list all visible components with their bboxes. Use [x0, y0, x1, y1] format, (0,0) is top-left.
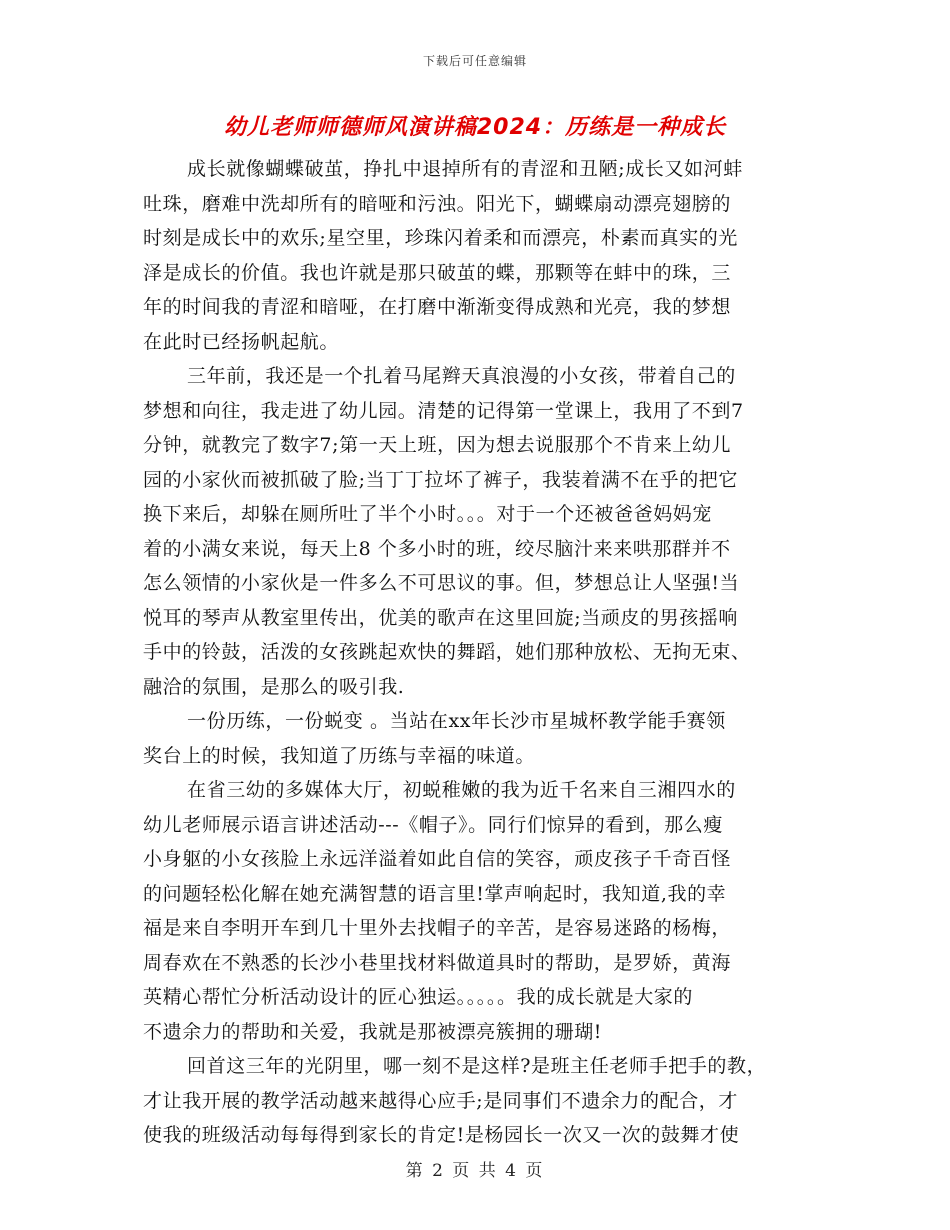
text-line: 成长就像蝴蝶破茧，挣扎中退掉所有的青涩和丑陋;成长又如河蚌	[187, 158, 743, 180]
text-line: 不遗余力的帮助和关爱，我就是那被漂亮簇拥的珊瑚!	[143, 1020, 603, 1043]
document-title: 幼儿老师师德师风演讲稿2024：历练是一种成长	[223, 115, 727, 140]
text-line: 年的时间我的青涩和暗哑，在打磨中渐渐变得成熟和光亮，我的梦想	[143, 296, 732, 318]
text-line: 在此时已经扬帆起航。	[143, 330, 340, 353]
text-line: 回首这三年的光阴里，哪一刻不是这样?是班主任老师手把手的教，	[187, 1055, 767, 1077]
text-line: 英精心帮忙分析活动设计的匠心独运。。。。。我的成长就是大家的	[143, 986, 694, 1008]
text-line: 三年前，我还是一个扎着马尾辫天真浪漫的小女孩，带着自己的	[187, 365, 736, 387]
text-line: 在省三幼的多媒体大厅，初蜕稚嫩的我为近千名来自三湘四水的	[187, 779, 736, 801]
text-line: 手中的铃鼓，活泼的女孩跳起欢快的舞蹈，她们那种放松、无拘无束、	[143, 641, 751, 663]
page-number: 第 2 页 共 4 页	[405, 1161, 545, 1181]
text-line: 悦耳的琴声从教室里传出，优美的歌声在这里回旋;当顽皮的男孩摇响	[143, 606, 739, 629]
text-line: 小身躯的小女孩脸上永远洋溢着如此自信的笑容，顽皮孩子千奇百怪	[143, 848, 732, 870]
header-note: 下载后可任意编辑	[422, 54, 527, 68]
text-line: 着的小满女来说，每天上8 个多小时的班，绞尽脑汁来来哄那群并不	[143, 537, 731, 560]
text-line: 福是来自李明开车到几十里外去找帽子的辛苦，是容易迷路的杨梅，	[143, 917, 732, 939]
text-line: 奖台上的时候，我知道了历练与幸福的味道。	[143, 744, 536, 767]
text-line: 幼儿老师展示语言讲述活动---《帽子》。同行们惊异的看到，那么瘦	[143, 813, 723, 836]
text-line: 时刻是成长中的欢乐;星空里，珍珠闪着柔和而漂亮，朴素而真实的光	[143, 227, 739, 249]
text-line: 融洽的氛围，是那么的吸引我.	[143, 675, 405, 698]
text-line: 使我的班级活动每每得到家长的肯定!是杨园长一次又一次的鼓舞才使	[143, 1124, 740, 1146]
text-line: 的问题轻松化解在她充满智慧的语言里!掌声响起时，我知道,我的幸	[143, 882, 727, 905]
text-line: 梦想和向往，我走进了幼儿园。清楚的记得第一堂课上，我用了不到7	[143, 399, 744, 422]
text-line: 换下来后，却躲在厕所吐了半个小时。。。对于一个还被爸爸妈妈宠	[143, 503, 713, 525]
text-line: 才让我开展的教学活动越来越得心应手;是同事们不遗余力的配合，才	[143, 1089, 739, 1112]
document-body	[143, 152, 819, 1153]
text-line: 园的小家伙而被抓破了脸;当丁丁拉坏了裤子，我装着满不在乎的把它	[143, 468, 739, 491]
text-line: 周春欢在不熟悉的长沙小巷里找材料做道具时的帮助，是罗娇，黄海	[143, 951, 732, 974]
text-line: 泽是成长的价值。我也许就是那只破茧的蝶，那颗等在蚌中的珠，三	[143, 261, 732, 284]
text-line: 怎么领情的小家伙是一件多么不可思议的事。但，梦想总让人坚强!当	[143, 572, 740, 594]
text-line: 一份历练，一份蜕变 。当站在xx年长沙市星城杯教学能手赛领	[187, 710, 726, 732]
text-line: 吐珠，磨难中洗却所有的暗哑和污浊。阳光下，蝴蝶扇动漂亮翅膀的	[143, 192, 732, 215]
text-line: 分钟，就教完了数字7;第一天上班，因为想去说服那个不肯来上幼儿	[143, 434, 732, 456]
